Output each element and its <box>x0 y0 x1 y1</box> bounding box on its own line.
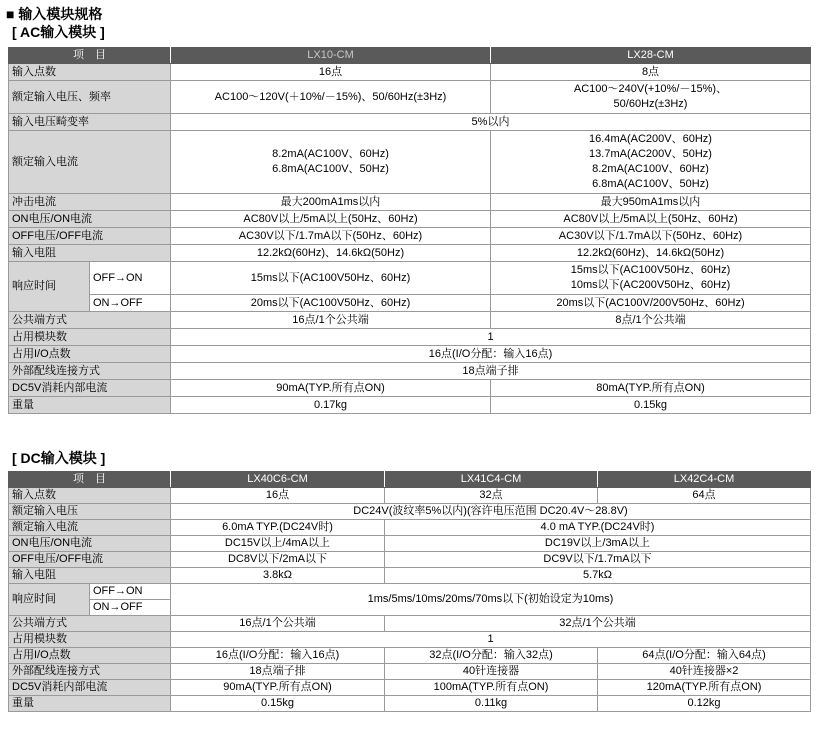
ac-spec-table <box>8 47 811 414</box>
cell-value: 16点/1个公共端 <box>171 312 491 329</box>
cell-value: 64点 <box>598 488 811 504</box>
row-label: 占用模块数 <box>9 329 171 346</box>
cell-value: 20ms以下(AC100V/200V50Hz、60Hz) <box>491 295 811 312</box>
row-label: 输入点数 <box>9 64 171 81</box>
header-lx41c4: LX41C4-CM <box>385 472 598 488</box>
cell-value: 18点端子排 <box>171 664 385 680</box>
cell-value: 32点(I/O分配：输入32点) <box>385 648 598 664</box>
page-title: ■ 输入模块规格 <box>6 6 103 22</box>
row-label: ON电压/ON电流 <box>9 536 171 552</box>
table-row <box>9 245 811 262</box>
table-row <box>9 488 811 504</box>
table-row <box>9 194 811 211</box>
cell-value: 15ms以下(AC100V50Hz、60Hz) <box>171 262 491 295</box>
table-row <box>9 131 811 194</box>
row-label: 额定输入电流 <box>9 520 171 536</box>
cell-value: 90mA(TYP.所有点ON) <box>171 380 491 397</box>
row-label: 额定输入电压、频率 <box>9 81 171 114</box>
cell-value: 8点/1个公共端 <box>491 312 811 329</box>
header-item: 项 目 <box>9 48 171 64</box>
table-row <box>9 616 811 632</box>
cell-value: DC15V以上/4mA以上 <box>171 536 385 552</box>
table-row <box>9 262 811 295</box>
table-row <box>9 228 811 245</box>
cell-value: 40针连接器 <box>385 664 598 680</box>
table-row <box>9 552 811 568</box>
dc-spec-table <box>8 471 811 712</box>
cell-value: 32点/1个公共端 <box>385 616 811 632</box>
table-header-row <box>9 48 811 64</box>
row-label: 输入电阻 <box>9 245 171 262</box>
row-label: 重量 <box>9 696 171 712</box>
cell-value: 5.7kΩ <box>385 568 811 584</box>
cell-value: 15ms以下(AC100V50Hz、60Hz) 10ms以下(AC200V50Hz、60Hz) <box>491 262 811 295</box>
row-label: 外部配线连接方式 <box>9 363 171 380</box>
table-row <box>9 632 811 648</box>
cell-value: AC30V以下/1.7mA以下(50Hz、60Hz) <box>171 228 491 245</box>
table-row <box>9 504 811 520</box>
cell-value: 16点(I/O分配：输入16点) <box>171 648 385 664</box>
row-label: DC5V消耗内部电流 <box>9 380 171 397</box>
table-row <box>9 520 811 536</box>
cell-value: 0.12kg <box>598 696 811 712</box>
cell-value: 64点(I/O分配：输入64点) <box>598 648 811 664</box>
row-label: OFF电压/OFF电流 <box>9 228 171 245</box>
cell-value: AC30V以下/1.7mA以下(50Hz、60Hz) <box>491 228 811 245</box>
cell-value: 32点 <box>385 488 598 504</box>
row-label: 公共端方式 <box>9 312 171 329</box>
cell-value: 16点(I/O分配：输入16点) <box>171 346 811 363</box>
table-row <box>9 664 811 680</box>
row-label: DC5V消耗内部电流 <box>9 680 171 696</box>
cell-value: AC100～120V(＋10%/－15%)、50/60Hz(±3Hz) <box>171 81 491 114</box>
table-header-row <box>9 472 811 488</box>
header-lx42c4: LX42C4-CM <box>598 472 811 488</box>
cell-value: 8.2mA(AC100V、60Hz) 6.8mA(AC100V、50Hz) <box>171 131 491 194</box>
header-lx10: LX10-CM <box>171 48 491 64</box>
row-label: 公共端方式 <box>9 616 171 632</box>
dc-section-title: [ DC输入模块 ] <box>12 450 106 466</box>
table-row <box>9 64 811 81</box>
cell-value: 18点端子排 <box>171 363 811 380</box>
table-row <box>9 584 811 600</box>
cell-value: DC9V以下/1.7mA以下 <box>385 552 811 568</box>
row-label: 输入点数 <box>9 488 171 504</box>
cell-value: 90mA(TYP.所有点ON) <box>171 680 385 696</box>
row-label: 响应时间 <box>9 584 90 616</box>
table-row <box>9 114 811 131</box>
cell-value: DC24V(波纹率5%以内)(容许电压范围 DC20.4V～28.8V) <box>171 504 811 520</box>
row-label: 响应时间 <box>9 262 90 312</box>
cell-value: 16点 <box>171 488 385 504</box>
table-row <box>9 329 811 346</box>
cell-value: 0.11kg <box>385 696 598 712</box>
table-row <box>9 536 811 552</box>
table-row <box>9 81 811 114</box>
table-row <box>9 380 811 397</box>
table-row <box>9 363 811 380</box>
sub-label: OFF→ON <box>90 262 171 295</box>
table-row <box>9 397 811 414</box>
cell-value: 40针连接器×2 <box>598 664 811 680</box>
cell-value: 最大950mA1ms以内 <box>491 194 811 211</box>
cell-value: 1 <box>171 329 811 346</box>
cell-value: 16.4mA(AC200V、60Hz) 13.7mA(AC200V、50Hz) 8.2mA(AC100V、60Hz) 6.8mA(AC100V、50Hz) <box>491 131 811 194</box>
header-lx40c6: LX40C6-CM <box>171 472 385 488</box>
cell-value: 20ms以下(AC100V50Hz、60Hz) <box>171 295 491 312</box>
row-label: 冲击电流 <box>9 194 171 211</box>
row-label: 额定输入电压 <box>9 504 171 520</box>
table-row <box>9 346 811 363</box>
cell-value: 0.15kg <box>171 696 385 712</box>
table-row <box>9 568 811 584</box>
row-label: 占用模块数 <box>9 632 171 648</box>
row-label: 占用I/O点数 <box>9 346 171 363</box>
row-label: 输入电阻 <box>9 568 171 584</box>
row-label: 重量 <box>9 397 171 414</box>
cell-value: 120mA(TYP.所有点ON) <box>598 680 811 696</box>
cell-value: AC80V以上/5mA以上(50Hz、60Hz) <box>171 211 491 228</box>
cell-value: 1ms/5ms/10ms/20ms/70ms以下(初始设定为10ms) <box>171 584 811 616</box>
cell-value: DC19V以上/3mA以上 <box>385 536 811 552</box>
row-label: OFF电压/OFF电流 <box>9 552 171 568</box>
cell-value: AC100～240V(+10%/－15%)、 50/60Hz(±3Hz) <box>491 81 811 114</box>
cell-value: 16点/1个公共端 <box>171 616 385 632</box>
cell-value: 12.2kΩ(60Hz)、14.6kΩ(50Hz) <box>491 245 811 262</box>
table-row <box>9 696 811 712</box>
cell-value: 0.17kg <box>171 397 491 414</box>
cell-value: 16点 <box>171 64 491 81</box>
table-row <box>9 295 811 312</box>
table-row <box>9 680 811 696</box>
cell-value: 6.0mA TYP.(DC24V时) <box>171 520 385 536</box>
cell-value: 4.0 mA TYP.(DC24V时) <box>385 520 811 536</box>
cell-value: AC80V以上/5mA以上(50Hz、60Hz) <box>491 211 811 228</box>
row-label: 额定输入电流 <box>9 131 171 194</box>
row-label: 占用I/O点数 <box>9 648 171 664</box>
table-row <box>9 211 811 228</box>
row-label: ON电压/ON电流 <box>9 211 171 228</box>
sub-label: ON→OFF <box>90 600 171 616</box>
cell-value: 0.15kg <box>491 397 811 414</box>
table-row <box>9 312 811 329</box>
cell-value: 12.2kΩ(60Hz)、14.6kΩ(50Hz) <box>171 245 491 262</box>
cell-value: 8点 <box>491 64 811 81</box>
sub-label: ON→OFF <box>90 295 171 312</box>
cell-value: DC8V以下/2mA以下 <box>171 552 385 568</box>
cell-value: 100mA(TYP.所有点ON) <box>385 680 598 696</box>
row-label: 输入电压畸变率 <box>9 114 171 131</box>
ac-section-title: [ AC输入模块 ] <box>12 24 105 40</box>
cell-value: 80mA(TYP.所有点ON) <box>491 380 811 397</box>
cell-value: 3.8kΩ <box>171 568 385 584</box>
cell-value: 1 <box>171 632 811 648</box>
cell-value: 最大200mA1ms以内 <box>171 194 491 211</box>
row-label: 外部配线连接方式 <box>9 664 171 680</box>
header-item: 项 目 <box>9 472 171 488</box>
cell-value: 5%以内 <box>171 114 811 131</box>
table-row <box>9 648 811 664</box>
sub-label: OFF→ON <box>90 584 171 600</box>
header-lx28: LX28-CM <box>491 48 811 64</box>
